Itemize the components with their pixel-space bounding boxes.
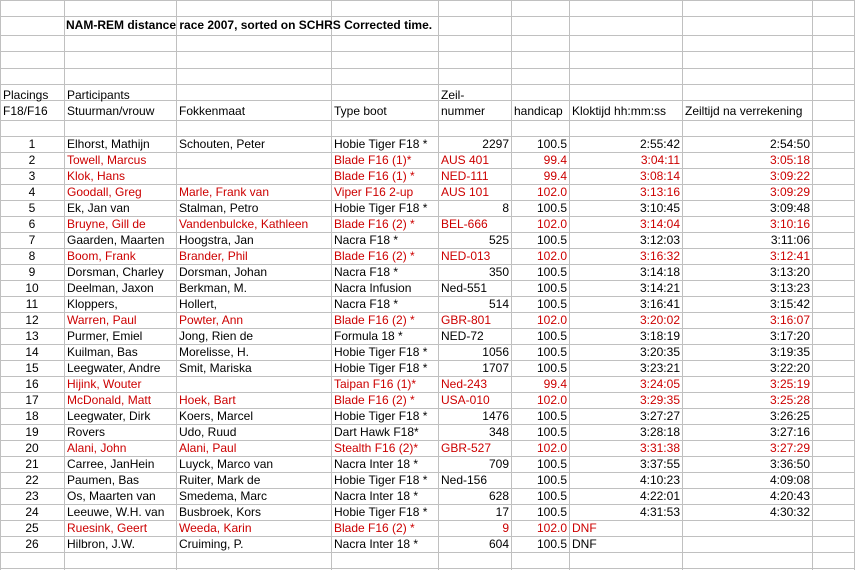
header-stuurman: Stuurman/vrouw	[67, 104, 155, 118]
sheet-title: NAM-REM distance race 2007, sorted on SCHRS Corrected time.	[66, 18, 433, 32]
corrected-time-cell	[684, 536, 810, 552]
clock-time-cell: 3:14:04	[639, 217, 680, 231]
corrected-time-cell: 3:11:06	[770, 233, 810, 247]
place-cell: 22	[25, 473, 39, 487]
corrected-time-cell: 3:36:50	[769, 457, 810, 471]
place-cell: 17	[25, 393, 39, 407]
place-cell: 12	[25, 313, 39, 327]
boat-type-cell: Nacra F18 *	[334, 297, 399, 311]
boat-type-cell: Nacra Inter 18 *	[334, 489, 419, 503]
fokkenmaat-cell: Luyck, Marco van	[179, 457, 274, 471]
clock-time-cell: 3:27:27	[639, 409, 680, 423]
clock-time-cell: 3:24:05	[639, 377, 680, 391]
fokkenmaat-cell: Hoogstra, Jan	[179, 233, 254, 247]
fokkenmaat-cell: Koers, Marcel	[179, 409, 254, 423]
place-cell: 8	[28, 249, 36, 263]
handicap-cell: 100.5	[536, 489, 567, 503]
sail-number-cell: 1056	[482, 345, 509, 359]
handicap-cell: 102.0	[536, 249, 567, 263]
stuurman-cell: McDonald, Matt	[67, 393, 152, 407]
handicap-cell: 102.0	[536, 185, 567, 199]
sail-number-cell: 8	[502, 201, 509, 215]
sail-number-cell: 628	[488, 489, 509, 503]
corrected-time-cell: 3:12:41	[769, 249, 810, 263]
stuurman-cell: Purmer, Emiel	[67, 329, 143, 343]
handicap-cell: 100.5	[536, 345, 567, 359]
corrected-time-cell: 3:13:20	[769, 265, 810, 279]
handicap-cell: 100.5	[536, 361, 567, 375]
boat-type-cell: Taipan F16 (1)*	[334, 377, 417, 391]
corrected-time-cell: 3:25:19	[769, 377, 810, 391]
place-cell: 11	[25, 297, 39, 311]
clock-time-cell: 3:08:14	[639, 169, 680, 183]
handicap-cell: 99.4	[543, 169, 567, 183]
place-cell: 7	[28, 233, 36, 247]
sail-number-cell: BEL-666	[441, 217, 488, 231]
sail-number-cell: Ned-243	[441, 377, 488, 391]
place-cell: 24	[25, 505, 39, 519]
clock-time-cell: 3:16:32	[639, 249, 680, 263]
stuurman-cell: Gaarden, Maarten	[67, 233, 165, 247]
place-cell: 2	[28, 153, 36, 167]
handicap-cell: 102.0	[536, 521, 567, 535]
boat-type-cell: Nacra Inter 18 *	[334, 457, 419, 471]
stuurman-cell: Leeuwe, W.H. van	[67, 505, 165, 519]
boat-type-cell: Blade F16 (2) *	[334, 313, 415, 327]
place-cell: 16	[25, 377, 39, 391]
sail-number-cell: 9	[502, 521, 509, 535]
place-cell: 23	[25, 489, 39, 503]
sail-number-cell: GBR-801	[441, 313, 492, 327]
boat-type-cell: Blade F16 (2) *	[334, 393, 415, 407]
fokkenmaat-cell: Smedema, Marc	[179, 489, 268, 503]
sail-number-cell: 1476	[482, 409, 509, 423]
fokkenmaat-cell: Udo, Ruud	[179, 425, 237, 439]
fokkenmaat-cell: Schouten, Peter	[179, 137, 266, 151]
sail-number-cell: USA-010	[441, 393, 490, 407]
corrected-time-cell: 3:17:20	[769, 329, 810, 343]
stuurman-cell: Kuilman, Bas	[67, 345, 138, 359]
handicap-cell: 100.5	[536, 265, 567, 279]
corrected-time-cell: 3:25:28	[769, 393, 810, 407]
boat-type-cell: Hobie Tiger F18 *	[334, 361, 428, 375]
place-cell: 15	[25, 361, 39, 375]
stuurman-cell: Leegwater, Andre	[67, 361, 161, 375]
clock-time-cell: 3:16:41	[639, 297, 680, 311]
handicap-cell: 102.0	[536, 313, 567, 327]
clock-time-cell: 3:29:35	[639, 393, 680, 407]
boat-type-cell: Nacra Inter 18 *	[334, 537, 419, 551]
stuurman-cell: Boom, Frank	[67, 249, 136, 263]
place-cell: 18	[25, 409, 39, 423]
boat-type-cell: Stealth F16 (2)*	[334, 441, 419, 455]
header-nummer: nummer	[441, 104, 486, 118]
fokkenmaat-cell: Berkman, M.	[179, 281, 248, 295]
corrected-time-cell: 3:09:48	[769, 201, 810, 215]
place-cell: 14	[25, 345, 39, 359]
header-placings-sub: F18/F16	[3, 104, 48, 118]
boat-type-cell: Hobie Tiger F18 *	[334, 137, 428, 151]
boat-type-cell: Blade F16 (1)*	[334, 153, 412, 167]
handicap-cell: 100.5	[536, 201, 567, 215]
sail-number-cell: 2297	[482, 137, 509, 151]
fokkenmaat-cell: Hoek, Bart	[179, 393, 236, 407]
corrected-time-cell: 3:27:29	[769, 441, 810, 455]
clock-time-cell: 3:37:55	[639, 457, 680, 471]
corrected-time-cell: 3:15:42	[769, 297, 810, 311]
boat-type-cell: Hobie Tiger F18 *	[334, 409, 428, 423]
sail-number-cell: NED-72	[441, 329, 484, 343]
fokkenmaat-cell: Ruiter, Mark de	[179, 473, 261, 487]
boat-type-cell: Nacra F18 *	[334, 265, 399, 279]
handicap-cell: 100.5	[536, 425, 567, 439]
fokkenmaat-cell: Dorsman, Johan	[179, 265, 268, 279]
place-cell: 21	[25, 457, 39, 471]
fokkenmaat-cell: Marle, Frank van	[179, 185, 270, 199]
corrected-time-cell: 4:20:43	[769, 489, 810, 503]
boat-type-cell: Nacra Infusion	[334, 281, 412, 295]
place-cell: 20	[25, 441, 39, 455]
sail-number-cell: 709	[488, 457, 509, 471]
fokkenmaat-cell	[179, 168, 331, 184]
corrected-time-cell	[684, 520, 810, 536]
stuurman-cell: Elhorst, Mathijn	[67, 137, 150, 151]
stuurman-cell: Kloppers,	[67, 297, 118, 311]
place-cell: 1	[28, 137, 36, 151]
header-fokkenmaat: Fokkenmaat	[179, 104, 246, 118]
clock-time-cell: 4:22:01	[639, 489, 680, 503]
fokkenmaat-cell: Cruiming, P.	[179, 537, 244, 551]
corrected-time-cell: 3:26:25	[769, 409, 810, 423]
sail-number-cell: Ned-156	[441, 473, 488, 487]
sail-number-cell: GBR-527	[441, 441, 492, 455]
header-participants: Participants	[67, 88, 130, 102]
clock-time-cell: 3:04:11	[640, 153, 680, 167]
stuurman-cell: Hijink, Wouter	[67, 377, 142, 391]
corrected-time-cell: 3:13:23	[769, 281, 810, 295]
handicap-cell: 100.5	[536, 297, 567, 311]
boat-type-cell: Formula 18 *	[334, 329, 403, 343]
sail-number-cell: NED-013	[441, 249, 491, 263]
boat-type-cell: Blade F16 (2) *	[334, 521, 415, 535]
clock-time-cell: 4:10:23	[639, 473, 680, 487]
sail-number-cell: 1707	[482, 361, 509, 375]
clock-time-cell: DNF	[572, 521, 597, 535]
clock-time-cell: 3:20:02	[639, 313, 680, 327]
fokkenmaat-cell: Alani, Paul	[179, 441, 237, 455]
corrected-time-cell: 4:30:32	[769, 505, 810, 519]
fokkenmaat-cell: Brander, Phil	[179, 249, 248, 263]
boat-type-cell: Blade F16 (1) *	[334, 169, 415, 183]
stuurman-cell: Deelman, Jaxon	[67, 281, 154, 295]
sail-number-cell: 525	[488, 233, 509, 247]
stuurman-cell: Paumen, Bas	[67, 473, 140, 487]
place-cell: 26	[25, 537, 39, 551]
fokkenmaat-cell: Hollert,	[179, 297, 218, 311]
clock-time-cell: 4:31:53	[639, 505, 680, 519]
boat-type-cell: Dart Hawk F18*	[334, 425, 419, 439]
sail-number-cell: AUS 101	[441, 185, 490, 199]
header-placings: Placings	[3, 88, 49, 102]
place-cell: 13	[25, 329, 39, 343]
fokkenmaat-cell: Weeda, Karin	[179, 521, 252, 535]
handicap-cell: 99.4	[543, 377, 567, 391]
sail-number-cell: NED-111	[441, 169, 489, 183]
stuurman-cell: Ruesink, Geert	[67, 521, 148, 535]
handicap-cell: 100.5	[536, 233, 567, 247]
stuurman-cell: Os, Maarten van	[67, 489, 156, 503]
header-zeil: Zeil-	[441, 88, 465, 102]
sail-number-cell: AUS 401	[441, 153, 490, 167]
stuurman-cell: Ek, Jan van	[67, 201, 130, 215]
stuurman-cell: Hilbron, J.W.	[67, 537, 136, 551]
clock-time-cell: 3:28:18	[639, 425, 680, 439]
place-cell: 25	[25, 521, 39, 535]
stuurman-cell: Alani, John	[67, 441, 127, 455]
handicap-cell: 100.5	[536, 329, 567, 343]
fokkenmaat-cell: Smit, Mariska	[179, 361, 252, 375]
stuurman-cell: Warren, Paul	[67, 313, 137, 327]
handicap-cell: 100.5	[536, 281, 567, 295]
fokkenmaat-cell: Vandenbulcke, Kathleen	[179, 217, 309, 231]
handicap-cell: 99.4	[543, 153, 567, 167]
stuurman-cell: Leegwater, Dirk	[67, 409, 151, 423]
fokkenmaat-cell	[179, 152, 331, 168]
stuurman-cell: Klok, Hans	[67, 169, 126, 183]
handicap-cell: 100.5	[536, 457, 567, 471]
boat-type-cell: Hobie Tiger F18 *	[334, 473, 428, 487]
sail-number-cell: 350	[488, 265, 509, 279]
stuurman-cell: Goodall, Greg	[67, 185, 142, 199]
fokkenmaat-cell: Powter, Ann	[179, 313, 244, 327]
place-cell: 6	[28, 217, 36, 231]
place-cell: 5	[28, 201, 36, 215]
handicap-cell: 102.0	[536, 217, 567, 231]
sail-number-cell: 17	[495, 505, 509, 519]
handicap-cell: 102.0	[536, 441, 567, 455]
handicap-cell: 102.0	[536, 393, 567, 407]
corrected-time-cell: 3:05:18	[769, 153, 810, 167]
place-cell: 10	[25, 281, 39, 295]
boat-type-cell: Hobie Tiger F18 *	[334, 345, 428, 359]
stuurman-cell: Towell, Marcus	[67, 153, 147, 167]
stuurman-cell: Rovers	[67, 425, 106, 439]
fokkenmaat-cell: Busbroek, Kors	[179, 505, 262, 519]
header-kloktijd: Kloktijd hh:mm:ss	[572, 104, 667, 118]
place-cell: 19	[25, 425, 39, 439]
handicap-cell: 100.5	[536, 505, 567, 519]
header-type-boot: Type boot	[334, 104, 387, 118]
handicap-cell: 100.5	[536, 473, 567, 487]
clock-time-cell: 3:12:03	[639, 233, 680, 247]
corrected-time-cell: 3:16:07	[769, 313, 810, 327]
handicap-cell: 100.5	[536, 409, 567, 423]
stuurman-cell: Carree, JanHein	[67, 457, 155, 471]
boat-type-cell: Nacra F18 *	[334, 233, 399, 247]
sail-number-cell: Ned-551	[441, 281, 488, 295]
boat-type-cell: Hobie Tiger F18 *	[334, 505, 428, 519]
place-cell: 4	[28, 185, 36, 199]
corrected-time-cell: 3:09:22	[769, 169, 810, 183]
corrected-time-cell: 3:27:16	[769, 425, 810, 439]
clock-time-cell: 3:14:18	[639, 265, 680, 279]
clock-time-cell: 3:20:35	[639, 345, 680, 359]
boat-type-cell: Blade F16 (2) *	[334, 249, 415, 263]
corrected-time-cell: 4:09:08	[769, 473, 810, 487]
fokkenmaat-cell: Jong, Rien de	[179, 329, 254, 343]
corrected-time-cell: 3:10:16	[769, 217, 810, 231]
boat-type-cell: Blade F16 (2) *	[334, 217, 415, 231]
clock-time-cell: 3:13:16	[639, 185, 680, 199]
clock-time-cell: 3:23:21	[639, 361, 680, 375]
stuurman-cell: Dorsman, Charley	[67, 265, 164, 279]
clock-time-cell: 2:55:42	[639, 137, 680, 151]
corrected-time-cell: 3:19:35	[769, 345, 810, 359]
place-cell: 9	[28, 265, 36, 279]
fokkenmaat-cell: Stalman, Petro	[179, 201, 259, 215]
boat-type-cell: Viper F16 2-up	[334, 185, 414, 199]
clock-time-cell: 3:31:38	[639, 441, 680, 455]
sail-number-cell: 604	[488, 537, 509, 551]
place-cell: 3	[28, 169, 36, 183]
corrected-time-cell: 2:54:50	[769, 137, 810, 151]
header-handicap: handicap	[514, 104, 563, 118]
header-zeiltijd: Zeiltijd na verrekening	[685, 104, 803, 118]
fokkenmaat-cell	[179, 376, 331, 392]
fokkenmaat-cell: Morelisse, H.	[179, 345, 250, 359]
clock-time-cell: 3:18:19	[639, 329, 680, 343]
clock-time-cell: 3:10:45	[639, 201, 680, 215]
handicap-cell: 100.5	[536, 137, 567, 151]
sail-number-cell: 514	[488, 297, 509, 311]
boat-type-cell: Hobie Tiger F18 *	[334, 201, 428, 215]
corrected-time-cell: 3:09:29	[769, 185, 810, 199]
clock-time-cell: 3:14:21	[639, 281, 680, 295]
sail-number-cell: 348	[488, 425, 509, 439]
clock-time-cell: DNF	[572, 537, 597, 551]
corrected-time-cell: 3:22:20	[769, 361, 810, 375]
handicap-cell: 100.5	[536, 537, 567, 551]
stuurman-cell: Bruyne, Gill de	[67, 217, 146, 231]
